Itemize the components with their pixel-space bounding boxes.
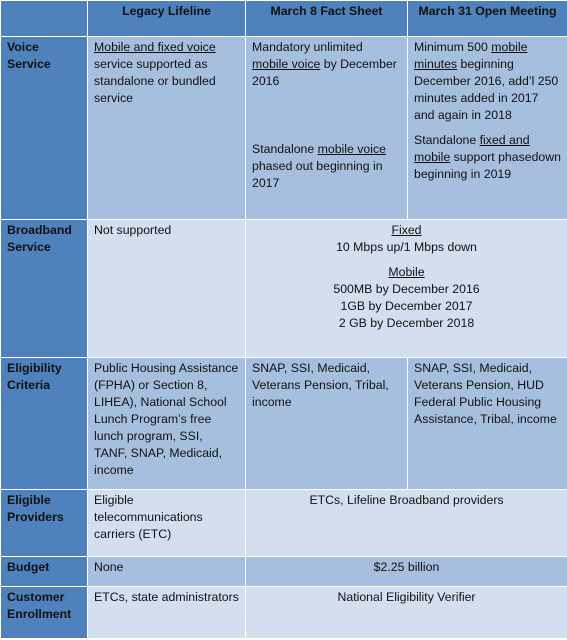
row-label-line: Eligibility [7,361,62,375]
header-march-8-fact-sheet: March 8 Fact Sheet [246,1,408,37]
cell-text: by December 2016 [252,57,397,88]
voice-march31-cell [408,37,567,220]
voice-legacy-cell [88,37,246,220]
voice-service-row [1,37,567,220]
voice-march31-paragraph-2 [414,132,561,183]
cell-text: service supported as standalone or bundled service [94,57,216,105]
row-label-voice-service [1,37,88,220]
broadband-service-row [1,220,567,358]
budget-row [1,557,567,587]
broadband-mobile-line: 500MB by December 2016 [333,282,480,296]
row-label-line: Providers [7,510,64,524]
row-label-line: Budget [7,560,50,574]
eligibility-criteria-row [1,358,567,490]
customer-enrollment-row [1,587,567,639]
row-label-line: Voice [7,40,39,54]
cell-text: beginning December 2016, add’l 250 minutes added in 2017 and again in 2018 [414,57,559,122]
row-label-line: Eligible [7,493,51,507]
broadband-mobile-line: 2 GB by December 2018 [338,316,475,330]
providers-legacy-cell: Eligible telecommunications carriers (ETC) [88,490,246,557]
eligibility-march8-cell: SNAP, SSI, Medicaid, Veterans Pension, Tribal, income [246,358,408,490]
underlined-text: mobile minutes [414,40,528,71]
cell-text: Mandatory unlimited [252,40,363,54]
header-corner [1,1,88,37]
cell-text: Standalone [252,142,318,156]
cell-text: Standalone [414,133,480,147]
broadband-merged-cell [246,220,567,358]
cell-text: Minimum 500 [414,40,492,54]
providers-merged-cell: ETCs, Lifeline Broadband providers [246,490,567,557]
budget-merged-cell: $2.25 billion [246,557,567,587]
header-row [1,1,567,37]
underlined-text: fixed and mobile [414,133,530,164]
row-label-line: Customer [7,590,65,604]
underlined-text: Mobile and fixed voice [94,40,216,54]
underlined-text: mobile voice [317,142,386,156]
budget-legacy-cell: None [88,557,246,587]
row-label-line: Enrollment [7,607,72,621]
broadband-fixed-heading: Fixed [391,223,422,237]
row-label-line: Broadband [7,223,72,237]
enrollment-merged-cell: National Eligibility Verifier [246,587,567,639]
eligibility-legacy-cell: Public Housing Assistance (FPHA) or Section 8, LIHEA), National School Lunch Program’s free lunch program, SSI, TANF, SNAP, Medicaid, income [88,358,246,490]
row-label-budget [1,557,88,587]
row-label-line: Service [7,57,51,71]
header-march-31-open-meeting: March 31 Open Meeting [408,1,567,37]
cell-text: support phasedown beginning in 2019 [414,150,561,181]
broadband-mobile-line: 1GB by December 2017 [340,299,473,313]
voice-march8-cell [246,37,408,220]
row-label-eligible-providers [1,490,88,557]
enrollment-legacy-cell: ETCs, state administrators [88,587,246,639]
eligible-providers-row [1,490,567,557]
header-legacy-lifeline: Legacy Lifeline [88,1,246,37]
row-label-line: Service [7,240,51,254]
cell-text: phased out beginning in 2017 [252,159,383,190]
voice-march31-paragraph-1 [414,39,561,124]
broadband-mobile-heading: Mobile [388,265,425,279]
broadband-legacy-cell: Not supported [88,220,246,358]
underlined-text: mobile voice [252,57,321,71]
row-label-eligibility-criteria [1,358,88,490]
voice-march8-paragraph-1 [252,39,401,90]
voice-march8-paragraph-2 [252,141,401,192]
row-label-line: Criteria [7,378,51,392]
row-label-broadband-service [1,220,88,358]
broadband-fixed-line: 10 Mbps up/1 Mbps down [336,240,477,254]
eligibility-march31-cell: SNAP, SSI, Medicaid, Veterans Pension, HUD Federal Public Housing Assistance, Tribal, income [408,358,567,490]
row-label-customer-enrollment [1,587,88,639]
